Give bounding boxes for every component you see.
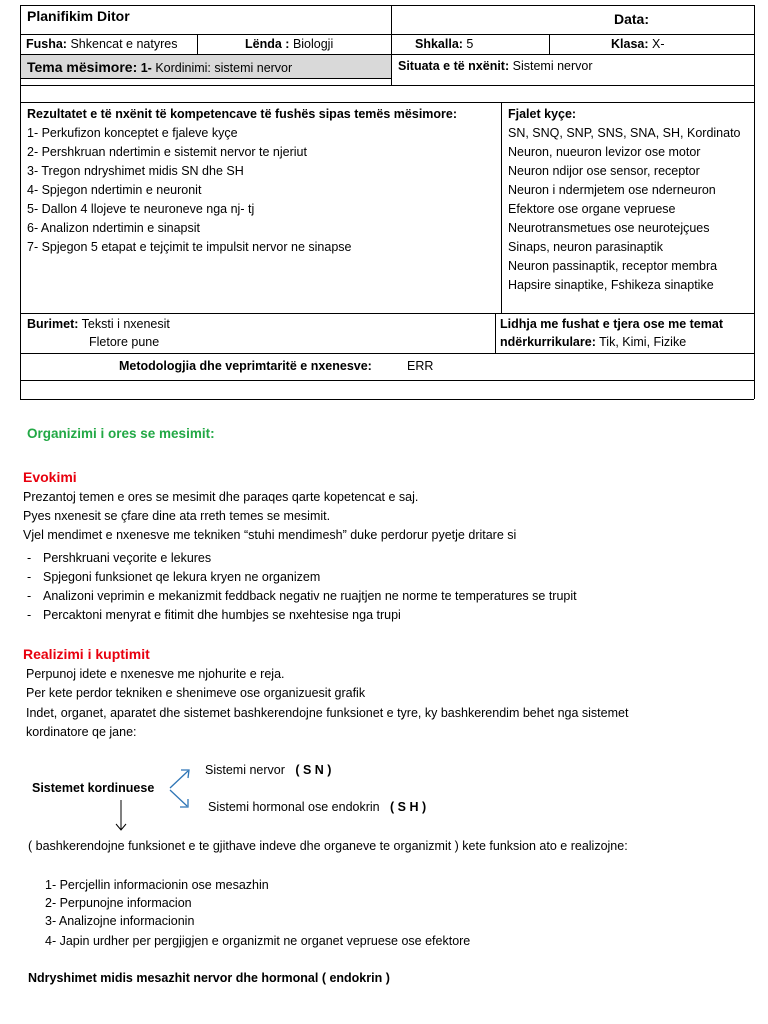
sources-label: Burimet: (27, 317, 79, 331)
evokimi-title: Evokimi (23, 469, 77, 485)
shkalla-label: Shkalla: (415, 37, 463, 51)
evokimi-line: Vjel mendimet e nxenesve me tekniken “stuhi mendimesh” duke perdorur pyetje dritare si (23, 528, 517, 542)
source-item: Fletore pune (89, 335, 160, 349)
arrow-up-right-icon (170, 770, 189, 788)
source-item: Teksti i nxenesit (81, 317, 170, 331)
keywords-heading: Fjalet kyçe: (508, 107, 577, 121)
keyword-item: Neuron i ndermjetem ose nderneuron (508, 183, 716, 197)
situata-value: Sistemi nervor (512, 59, 593, 73)
klasa-value: X- (652, 37, 665, 51)
plan-title: Planifikim Ditor (27, 8, 130, 24)
keyword-item: Neurotransmetues ose neurotejçues (508, 221, 710, 235)
branch-text: Sistemi nervor (205, 763, 285, 777)
result-item: 4- Spjegon ndertimin e neuronit (27, 183, 202, 197)
evokimi-line: Prezantoj temen e ores se mesimit dhe paraqes qarte kopetencat e saj. (23, 490, 419, 504)
evokimi-bullet: - Pershkruani veçorite e lekures (27, 551, 212, 565)
function-step: 4- Japin urdher per pergjigjen e organizmit ne organet vepruese ose efektore (45, 934, 471, 948)
arrow-down-right-icon (170, 790, 188, 807)
fusha-label: Fusha: (26, 37, 67, 51)
situata-label: Situata e të nxënit: (398, 59, 510, 73)
result-item: 6- Analizon ndertimin e sinapsit (27, 221, 201, 235)
result-item: 5- Dallon 4 llojeve te neuroneve nga nj- tj (27, 202, 255, 216)
tema-label: Tema mësimore: (27, 59, 138, 75)
realizimi-title: Realizimi i kuptimit (23, 646, 150, 662)
shkalla-value: 5 (466, 37, 474, 51)
keyword-item: Hapsire sinaptike, Fshikeza sinaptike (508, 278, 714, 292)
realizimi-line: Indet, organet, aparatet dhe sistemet bashkerendojne funksionet e tyre, ky bashkerendim behet nga sistemet (26, 706, 629, 720)
lenda-label: Lënda : (245, 37, 290, 51)
realizimi-note: ( bashkerendojne funksionet e te gjithave indeve dhe organeve te organizmit ) kete funksion ato e realizojne: (28, 839, 628, 853)
lenda-value: Biologji (292, 37, 334, 51)
keyword-item: Neuron passinaptik, receptor membra (508, 259, 718, 273)
result-item: 1- Perkufizon konceptet e fjaleve kyçe (27, 126, 238, 140)
links-label-2: ndërkurrikulare: (500, 335, 596, 349)
realizimi-line: Perpunoj idete e nxenesve me njohurite e reja. (26, 667, 285, 681)
evokimi-line: Pyes nxenesit se çfare dine ata rreth temes se mesimit. (23, 509, 331, 523)
keyword-item: Neuron, nueuron levizor ose motor (508, 145, 701, 159)
evokimi-bullet: - Percaktoni menyrat e fitimit dhe humbjes se nxehtesise nga trupi (27, 608, 401, 622)
results-heading: Rezultatet e të nxënit të kompetencave të fushës sipas temës mësimore: (27, 107, 458, 121)
evokimi-bullet: - Analizoni veprimin e mekanizmit feddback negativ ne ruajtjen ne norme te temperatures se trupit (27, 589, 577, 603)
realizimi-line: kordinatore qe jane: (26, 725, 137, 739)
differences-heading: Ndryshimet midis mesazhit nervor dhe hormonal ( endokrin ) (28, 971, 390, 985)
links-value: Tik, Kimi, Fizike (599, 335, 687, 349)
diagram-main-label: Sistemet kordinuese (32, 781, 155, 795)
bullet-text: Spjegoni funksionet qe lekura kryen ne organizem (43, 570, 321, 584)
branch-abbr: ( S H ) (390, 800, 427, 814)
realizimi-line: Per kete perdor tekniken e shenimeve ose organizuesit grafik (26, 686, 366, 700)
keyword-item: Neuron ndijor ose sensor, receptor (508, 164, 700, 178)
result-item: 3- Tregon ndryshimet midis SN dhe SH (27, 164, 244, 178)
result-item: 7- Spjegon 5 etapat e tejçimit te impulsit nervor ne sinapse (27, 240, 352, 254)
function-step: 1- Percjellin informacionin ose mesazhin (45, 878, 269, 892)
evokimi-bullet: - Spjegoni funksionet qe lekura kryen ne organizem (27, 570, 321, 584)
organization-title: Organizimi i ores se mesimit: (27, 426, 215, 441)
fusha-value: Shkencat e natyres (70, 37, 178, 51)
bullet-text: Pershkruani veçorite e lekures (43, 551, 212, 565)
arrow-down-icon (116, 800, 126, 830)
bullet-text: Percaktoni menyrat e fitimit dhe humbjes se nxehtesise nga trupi (43, 608, 401, 622)
methodology-label: Metodologjia dhe veprimtaritë e nxenesve: (119, 359, 372, 373)
keyword-item: Sinaps, neuron parasinaptik (508, 240, 663, 254)
function-step: 2- Perpunojne informacion (45, 896, 192, 910)
links-label: Lidhja me fushat e tjera ose me temat (500, 317, 723, 331)
klasa-label: Klasa: (611, 37, 649, 51)
date-label: Data: (614, 11, 650, 27)
methodology-value: ERR (407, 359, 434, 373)
result-item: 2- Pershkruan ndertimin e sistemit nervor te njeriut (27, 145, 307, 159)
function-step: 3- Analizojne informacionin (45, 914, 195, 928)
tema-value: Kordinimi: sistemi nervor (155, 61, 293, 75)
branch-abbr: ( S N ) (295, 763, 332, 777)
branch-text: Sistemi hormonal ose endokrin (208, 800, 380, 814)
tema-number: 1- (140, 61, 152, 75)
keyword-item: SN, SNQ, SNP, SNS, SNA, SH, Kordinato (508, 126, 741, 140)
keyword-item: Efektore ose organe vepruese (508, 202, 676, 216)
bullet-text: Analizoni veprimin e mekanizmit feddback negativ ne ruajtjen ne norme te temperatures se trupit (43, 589, 577, 603)
